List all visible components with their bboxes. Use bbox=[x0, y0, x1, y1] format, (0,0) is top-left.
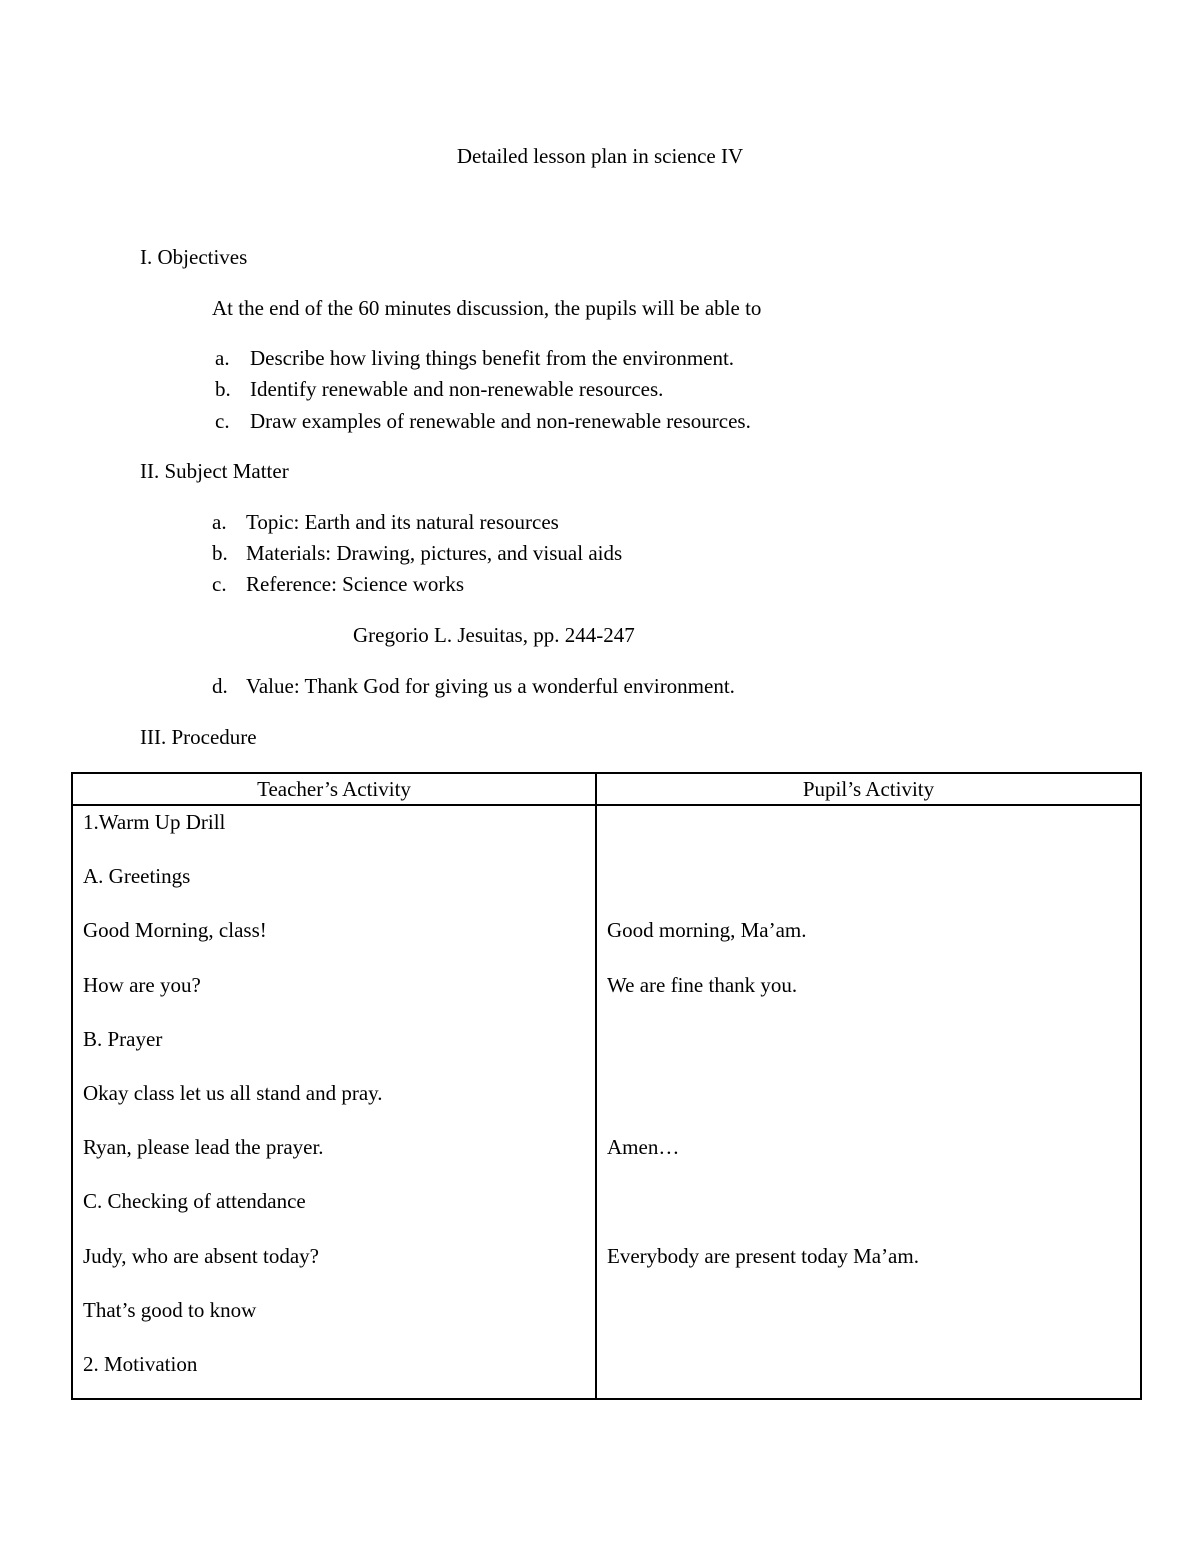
list-marker: a. bbox=[215, 346, 230, 370]
teacher-line: That’s good to know bbox=[83, 1297, 257, 1322]
table-header-row bbox=[72, 773, 1141, 805]
pupil-line: Amen… bbox=[607, 1135, 680, 1160]
list-marker: d. bbox=[212, 674, 228, 698]
teacher-activity-cell bbox=[72, 805, 596, 1399]
teacher-line: 1.Warm Up Drill bbox=[83, 810, 226, 834]
teacher-line: A. Greetings bbox=[83, 864, 191, 889]
subject-text: Reference: Science works bbox=[246, 572, 465, 596]
teacher-line: Judy, who are absent today? bbox=[83, 1243, 319, 1268]
subject-text: Materials: Drawing, pictures, and visual aids bbox=[246, 541, 623, 565]
list-marker: b. bbox=[212, 541, 228, 565]
teacher-line: 2. Motivation bbox=[83, 1352, 198, 1376]
teacher-line: How are you? bbox=[83, 972, 201, 997]
pupil-activity-header: Pupil’s Activity bbox=[596, 773, 1141, 805]
table-row bbox=[72, 805, 1141, 1399]
subject-matter-heading: II. Subject Matter bbox=[140, 459, 289, 483]
teacher-line: Okay class let us all stand and pray. bbox=[83, 1081, 383, 1105]
pupil-line: Good morning, Ma’am. bbox=[607, 918, 807, 943]
reference-author: Gregorio L. Jesuitas, pp. 244-247 bbox=[353, 623, 635, 647]
pupil-line: Everybody are present today Ma’am. bbox=[607, 1243, 919, 1268]
objective-text: Draw examples of renewable and non-renewable resources. bbox=[250, 409, 751, 433]
teacher-activity-header: Teacher’s Activity bbox=[72, 773, 596, 805]
list-marker: b. bbox=[215, 377, 231, 401]
procedure-heading: III. Procedure bbox=[140, 725, 257, 749]
subject-text: Value: Thank God for giving us a wonderful environment. bbox=[246, 674, 735, 698]
document-title: Detailed lesson plan in science IV bbox=[456, 144, 744, 168]
pupil-line: We are fine thank you. bbox=[607, 972, 798, 997]
objectives-heading: I. Objectives bbox=[140, 245, 248, 269]
objective-text: Identify renewable and non-renewable resources. bbox=[250, 377, 664, 401]
procedure-table bbox=[71, 772, 1142, 1400]
list-marker: a. bbox=[212, 510, 227, 534]
pupil-activity-cell bbox=[596, 805, 1141, 1399]
teacher-line: Good Morning, class! bbox=[83, 918, 267, 943]
objective-text: Describe how living things benefit from the environment. bbox=[250, 346, 735, 370]
teacher-line: C. Checking of attendance bbox=[83, 1189, 306, 1214]
teacher-line: Ryan, please lead the prayer. bbox=[83, 1135, 324, 1160]
teacher-line: B. Prayer bbox=[83, 1026, 163, 1051]
subject-text: Topic: Earth and its natural resources bbox=[246, 510, 559, 534]
objectives-intro: At the end of the 60 minutes discussion, the pupils will be able to bbox=[212, 296, 762, 320]
list-marker: c. bbox=[215, 409, 230, 433]
list-marker: c. bbox=[212, 572, 227, 596]
